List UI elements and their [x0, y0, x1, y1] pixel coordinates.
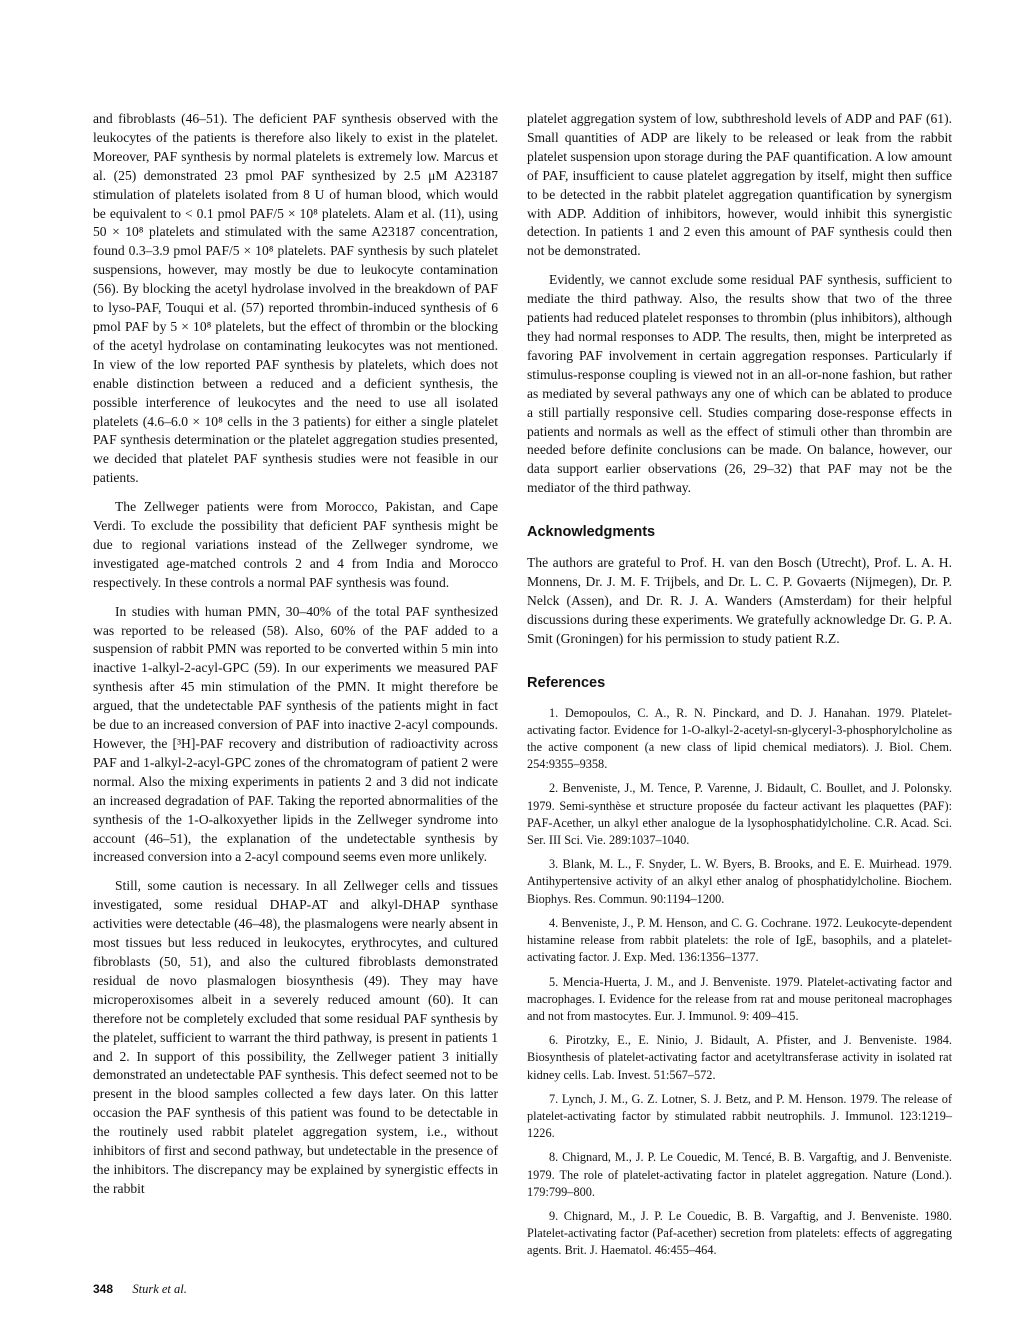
reference-item: 7. Lynch, J. M., G. Z. Lotner, S. J. Betz, and P. M. Henson. 1979. The release of platelet-activating factor by stimulated rabbit neutrophils. J. Immunol. 123:1219–1226. [527, 1091, 952, 1141]
acknowledgments-text: The authors are grateful to Prof. H. van den Bosch (Utrecht), Prof. L. A. H. Monnens, Dr. J. M. F. Trijbels, and Dr. L. C. P. Govaerts (Nijmegen), Dr. P. Nelck (Assen), and Dr. R. J. A. Wanders (Amsterdam) for their helpful discussions during these experiments. We gratefully acknowledge Dr. G. P. A. Smit (Groningen) for his permission to study patient R.Z. [527, 555, 952, 646]
reference-item: 4. Benveniste, J., P. M. Henson, and C. G. Cochrane. 1972. Leukocyte-dependent histamine release from rabbit platelets: the role of IgE, basophils, and a platelet-activating factor. J. Exp. Med. 136:1356–1377. [527, 915, 952, 965]
reference-item: 1. Demopoulos, C. A., R. N. Pinckard, and D. J. Hanahan. 1979. Platelet-activating factor. Evidence for 1-O-alkyl-2-acetyl-sn-glyceryl-3-phosphorylcholine as the active component (a new class of lipid chemical mediators). J. Biol. Chem. 254:9355–9358. [527, 705, 952, 772]
left-column [93, 110, 498, 1199]
body-paragraph: Evidently, we cannot exclude some residual PAF synthesis, sufficient to mediate the third pathway. Also, the results show that two of the three patients had reduced platelet responses to thrombin (plus inhibitors), although they had normal responses to ADP. The results, then, might be interpreted as favoring PAF involvement in certain aggregation responses. Particularly if stimulus-response coupling is viewed not in an all-or-none fashion, but rather as mediated by several pathways any one of which can be ablated to produce a still partially responsive cell. Studies comparing dose-response effects in patients and normals as well as the effect of stimuli other than thrombin are needed before definite conclusions can be made. On balance, however, our data support earlier observations (26, 29–32) that PAF may not be the mediator of the third pathway. [527, 272, 952, 496]
body-paragraph: The Zellweger patients were from Morocco, Pakistan, and Cape Verdi. To exclude the possibility that deficient PAF synthesis might be due to regional variations instead of the Zellweger syndrome, we investigated age-matched controls 2 and 4 from India and Morocco respectively. In these controls a normal PAF synthesis was found. [93, 499, 498, 590]
running-head: Sturk et al. [132, 1282, 187, 1296]
references-heading: References [527, 674, 606, 691]
acknowledgments-heading: Acknowledgments [527, 524, 656, 541]
reference-item: 5. Mencia-Huerta, J. M., and J. Benveniste. 1979. Platelet-activating factor and macrophages. I. Evidence for the release from rat and mouse peritoneal macrophages and not from mastocytes. Eur. J. Immunol. 9: 409–415. [527, 974, 952, 1023]
reference-list [527, 705, 952, 1260]
reference-item: 6. Pirotzky, E., E. Ninio, J. Bidault, A. Pfister, and J. Benveniste. 1984. Biosynthesis of platelet-activating factor and acetyltransferase activity in isolated rat kidney cells. Lab. Invest. 51:567–572. [527, 1033, 952, 1082]
page-footer [93, 1282, 187, 1297]
reference-item: 8. Chignard, M., J. P. Le Couedic, M. Tencé, B. B. Vargaftig, and J. Benveniste. 1979. The role of platelet-activating factor in platelet aggregation. Nature (Lond.). 179:799–800. [527, 1150, 952, 1199]
reference-item: 3. Blank, M. L., F. Snyder, L. W. Byers, B. Brooks, and E. E. Muirhead. 1979. Antihypertensive activity of an alkyl ether analog of phosphatidylcholine. Biochem. Biophys. Res. Commun. 90:1194–1200. [527, 857, 952, 906]
reference-item: 9. Chignard, M., J. P. Le Couedic, B. B. Vargaftig, and J. Benveniste. 1980. Platelet-activating factor (Paf-acether) secretion from platelets: effects of aggregating agents. Brit. J. Haematol. 46:455–464. [527, 1208, 952, 1258]
body-paragraph: In studies with human PMN, 30–40% of the total PAF synthesized was reported to be released (58). Also, 60% of the PAF added to a suspension of rabbit PMN was reported to be converted within 5 min into inactive 1-alkyl-2-acyl-GPC (59). In our experiments we measured PAF synthesis after 45 min stimulation of the PMN. It might therefore be argued, that the undetectable PAF synthesis of the patients might in fact be due to an increased conversion of PAF into inactive 2-acyl compounds. However, the [³H]-PAF recovery and distribution of radioactivity across PAF and 1-alkyl-2-acyl-GPC zones of the chromatogram of patient 2 were normal. Also the mixing experiments in patients 2 and 3 did not indicate an increased degradation of PAF. Taking the reported abnormalities of the synthesis of the 1-O-alkoxyether lipids in the Zellweger syndrome into account (46–51), the explanation of the undetectable synthesis by increased conversion into a 2-acyl compound seems even more unlikely. [93, 603, 498, 865]
page-number: 348 [93, 1282, 114, 1296]
reference-item: 2. Benveniste, J., M. Tence, P. Varenne, J. Bidault, C. Boullet, and J. Polonsky. 1979. Semi-synthèse et structure proposée du facteur activant les plaquettes (PAF): PAF-Acether, un alkyl ether analogue de la lysophosphatidylcholine. C.R. Acad. Sci. Ser. III Sci. Vie. 289:1037–1040. [527, 781, 952, 848]
body-paragraph: and fibroblasts (46–51). The deficient PAF synthesis observed with the leukocytes of the patients is therefore also likely to exist in the platelet. Moreover, PAF synthesis by normal platelets is extremely low. Marcus et al. (25) demonstrated 23 pmol PAF synthesized by 2.5 μM A23187 stimulation of platelets isolated from 8 U of human blood, which would be equivalent to < 0.1 pmol PAF/5 × 10⁸ platelets. Alam et al. (11), using 50 × 10⁸ platelets and stimulated with the same A23187 concentration, found 0.3–3.9 pmol PAF/5 × 10⁸ platelets. PAF synthesis by such platelet suspensions, however, may mostly be due to leukocyte contamination (56). By blocking the acetyl hydrolase involved in the breakdown of PAF to lyso-PAF, Touqui et al. (57) reported thrombin-induced synthesis of 6 pmol PAF by 5 × 10⁸ platelets, but the effect of thrombin or the blocking of the acetyl hydrolase on contaminating leukocytes was not mentioned. In view of the low reported PAF synthesis by platelets, which does not enable distinction between a reduced and a deficient synthesis, the possible interference of leukocytes and the need to use all isolated platelets (4.6–6.0 × 10⁸ cells in the 3 patients) for either a single platelet PAF synthesis determination or the platelet aggregation studies presented, we decided that platelet PAF synthesis studies were not feasible in our patients. [93, 111, 498, 486]
body-paragraph: Still, some caution is necessary. In all Zellweger cells and tissues investigated, some residual DHAP-AT and alkyl-DHAP synthase activities were detectable (46–48), the plasmalogens were nearly absent in most tissues but less reduced in leukocytes, erythrocytes, and cultured fibroblasts (50, 51), and also the cultured fibroblasts demonstrated residual de novo plasmalogen biosynthesis (49). They may have microperoxisomes albeit in a severely reduced amount (60). It can therefore not be completely excluded that some residual PAF synthesis by the platelet, sufficient to warrant the third pathway, is present in patients 1 and 2. In support of this possibility, the Zellweger patient 3 initially demonstrated an undetectable PAF synthesis. This defect seemed not to be present in the blood samples collected a few days later. On this latter occasion the PAF synthesis of this patient was found to be detectable in the routinely used rabbit platelet aggregation system, i.e., without inhibitors of first and second pathway, but undetectable in the presence of the inhibitors. The discrepancy may be explained by synergistic effects in the rabbit [93, 878, 498, 1196]
right-column [527, 110, 952, 1267]
body-paragraph: platelet aggregation system of low, subthreshold levels of ADP and PAF (61). Small quantities of ADP are likely to be released or leak from the rabbit platelet suspension upon storage during the PAF quantification. A low amount of PAF, insufficient to cause platelet aggregation by itself, might then suffice to be detected in the rabbit platelet aggregation quantification by synergism with ADP. Addition of inhibitors, however, would inhibit this synergistic detection. In patients 1 and 2 even this amount of PAF synthesis could then not be demonstrated. [527, 111, 952, 259]
